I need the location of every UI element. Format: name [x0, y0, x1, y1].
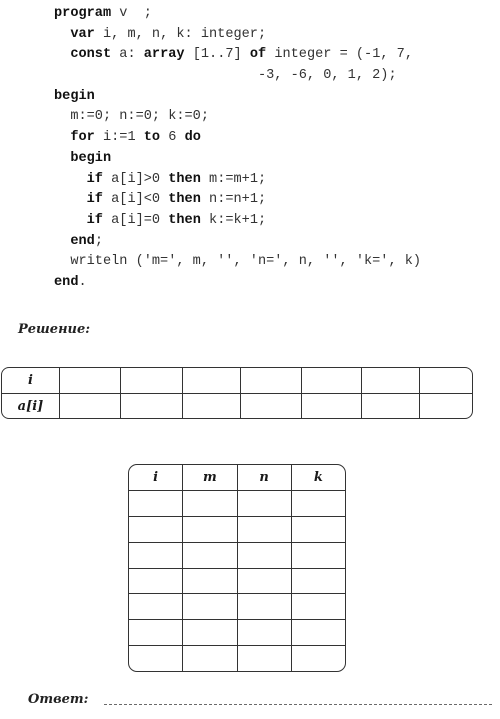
trace-table-blank-cell[interactable]: [129, 569, 183, 594]
code-line: [54, 66, 421, 87]
code-line: [54, 273, 421, 294]
trace-table-blank-cell[interactable]: [183, 491, 237, 516]
trace-table-blank-cell[interactable]: [183, 646, 237, 672]
code-keyword: if: [86, 171, 103, 187]
trace-table-blank-cell[interactable]: [238, 646, 292, 672]
code-text: v ;: [111, 6, 152, 21]
code-text: [54, 192, 87, 207]
trace-table-blank-cell[interactable]: [129, 646, 183, 672]
code-text: i, m, n, k: integer;: [94, 26, 267, 42]
trace-table-row: [129, 569, 345, 595]
code-keyword: end: [54, 274, 79, 290]
trace-table-blank-cell[interactable]: [129, 517, 183, 542]
code-line: [54, 107, 421, 128]
pascal-code-listing: [54, 4, 421, 294]
trace-table-blank-cell[interactable]: [183, 569, 237, 594]
trace-table-blank-cell[interactable]: [183, 543, 237, 568]
array-table-blank-cell[interactable]: [302, 394, 362, 419]
trace-table-row: [129, 646, 345, 672]
trace-table-header: m: [183, 465, 237, 490]
trace-table-blank-cell[interactable]: [238, 569, 292, 594]
array-table-blank-cell[interactable]: [183, 394, 241, 419]
trace-table-blank-cell[interactable]: [238, 594, 292, 619]
trace-table-blank-cell[interactable]: [292, 543, 345, 568]
trace-table-row: [129, 491, 345, 517]
trace-table-blank-cell[interactable]: [183, 594, 237, 619]
code-line: [54, 87, 421, 108]
trace-table-row: [129, 517, 345, 543]
trace-table-blank-cell[interactable]: [292, 491, 345, 516]
code-keyword: to: [143, 130, 161, 146]
code-line: [54, 190, 421, 211]
array-table-blank-cell[interactable]: [302, 368, 362, 393]
trace-table-blank-cell[interactable]: [292, 620, 345, 645]
code-keyword: begin: [70, 150, 112, 166]
trace-table-blank-cell[interactable]: [238, 543, 292, 568]
trace-table-blank-cell[interactable]: [129, 491, 183, 516]
code-text: a[i]>0: [102, 171, 169, 187]
code-text: [54, 172, 87, 187]
trace-table-row: [129, 594, 345, 620]
code-text: .: [78, 274, 87, 290]
array-table-blank-cell[interactable]: [183, 368, 241, 393]
array-table-blank-cell[interactable]: [121, 368, 183, 393]
code-text: [54, 27, 70, 42]
trace-table-blank-cell[interactable]: [238, 491, 292, 516]
code-keyword: array: [143, 47, 185, 63]
code-text: -3, -6, 0, 1, 2);: [54, 68, 397, 84]
trace-table-header: k: [313, 469, 323, 485]
array-table-row: [2, 394, 472, 419]
array-table-blank-cell[interactable]: [362, 368, 420, 393]
code-keyword: end: [70, 233, 95, 249]
trace-table-blank-cell[interactable]: [183, 620, 237, 645]
trace-table-header-row: [129, 465, 345, 491]
array-table-blank-cell[interactable]: [420, 368, 473, 393]
array-table-row-header: a[i]: [2, 394, 60, 419]
trace-table-header: i: [129, 465, 183, 490]
array-table-blank-cell[interactable]: [420, 394, 473, 419]
solution-label: Решение:: [18, 322, 91, 337]
code-keyword: for: [70, 130, 95, 146]
code-line: [54, 45, 421, 66]
code-text: a[i]<0: [102, 192, 169, 208]
code-text: ;: [94, 233, 103, 249]
code-text: writeln ('m=', m, '', 'n=', n, '', 'k=', k): [54, 254, 422, 270]
array-table-row-header: i: [2, 368, 60, 393]
code-line: [54, 128, 421, 149]
answer-blank-line[interactable]: [104, 704, 492, 705]
code-line: [54, 232, 421, 253]
array-table-blank-cell[interactable]: [362, 394, 420, 419]
array-table-blank-cell[interactable]: [241, 368, 302, 393]
trace-table-blank-cell[interactable]: [292, 517, 345, 542]
code-text: a:: [111, 47, 144, 63]
code-line: [54, 170, 421, 191]
code-text: i:=1: [94, 130, 144, 146]
trace-table-blank-cell[interactable]: [292, 569, 345, 594]
code-line: [54, 211, 421, 232]
code-text: [54, 234, 70, 249]
code-text: integer = (-1, 7,: [266, 47, 413, 63]
trace-table-row: [129, 620, 345, 646]
trace-table-blank-cell[interactable]: [129, 543, 183, 568]
trace-table: [128, 464, 346, 672]
array-table-blank-cell[interactable]: [121, 394, 183, 419]
code-keyword: var: [70, 26, 95, 42]
code-text: 6: [160, 130, 185, 146]
array-values-table: [1, 367, 473, 419]
code-keyword: if: [86, 192, 103, 208]
code-text: [1..7]: [184, 47, 250, 63]
code-text: k:=k+1;: [200, 212, 267, 228]
trace-table-blank-cell[interactable]: [238, 517, 292, 542]
array-table-blank-cell[interactable]: [60, 368, 121, 393]
trace-table-blank-cell[interactable]: [292, 594, 345, 619]
code-keyword: then: [168, 212, 201, 228]
code-keyword: then: [168, 192, 201, 208]
code-line: [54, 252, 421, 273]
code-text: [54, 130, 70, 145]
trace-table-blank-cell[interactable]: [238, 620, 292, 645]
trace-table-row: [129, 543, 345, 569]
array-table-row: [2, 368, 472, 394]
code-keyword: const: [70, 47, 112, 63]
trace-table-blank-cell[interactable]: [129, 594, 183, 619]
code-text: [54, 47, 70, 62]
code-keyword: begin: [54, 88, 95, 104]
trace-table-blank-cell[interactable]: [129, 620, 183, 645]
code-text: m:=m+1;: [200, 171, 267, 187]
answer-label: Ответ:: [28, 692, 89, 707]
trace-table-blank-cell[interactable]: [292, 646, 345, 672]
code-text: [54, 213, 87, 228]
code-line: [54, 149, 421, 170]
code-keyword: then: [168, 171, 201, 187]
code-line: [54, 4, 421, 25]
code-text: a[i]=0: [102, 212, 169, 228]
code-keyword: do: [184, 130, 201, 146]
trace-table-header: n: [238, 465, 292, 490]
code-keyword: program: [54, 6, 112, 21]
code-line: [54, 25, 421, 46]
code-text: m:=0; n:=0; k:=0;: [54, 109, 209, 125]
array-table-blank-cell[interactable]: [60, 394, 121, 419]
code-text: [54, 151, 70, 166]
code-text: n:=n+1;: [200, 192, 267, 208]
code-keyword: if: [86, 212, 103, 228]
array-table-blank-cell[interactable]: [241, 394, 302, 419]
trace-table-blank-cell[interactable]: [183, 517, 237, 542]
code-keyword: of: [249, 47, 267, 63]
